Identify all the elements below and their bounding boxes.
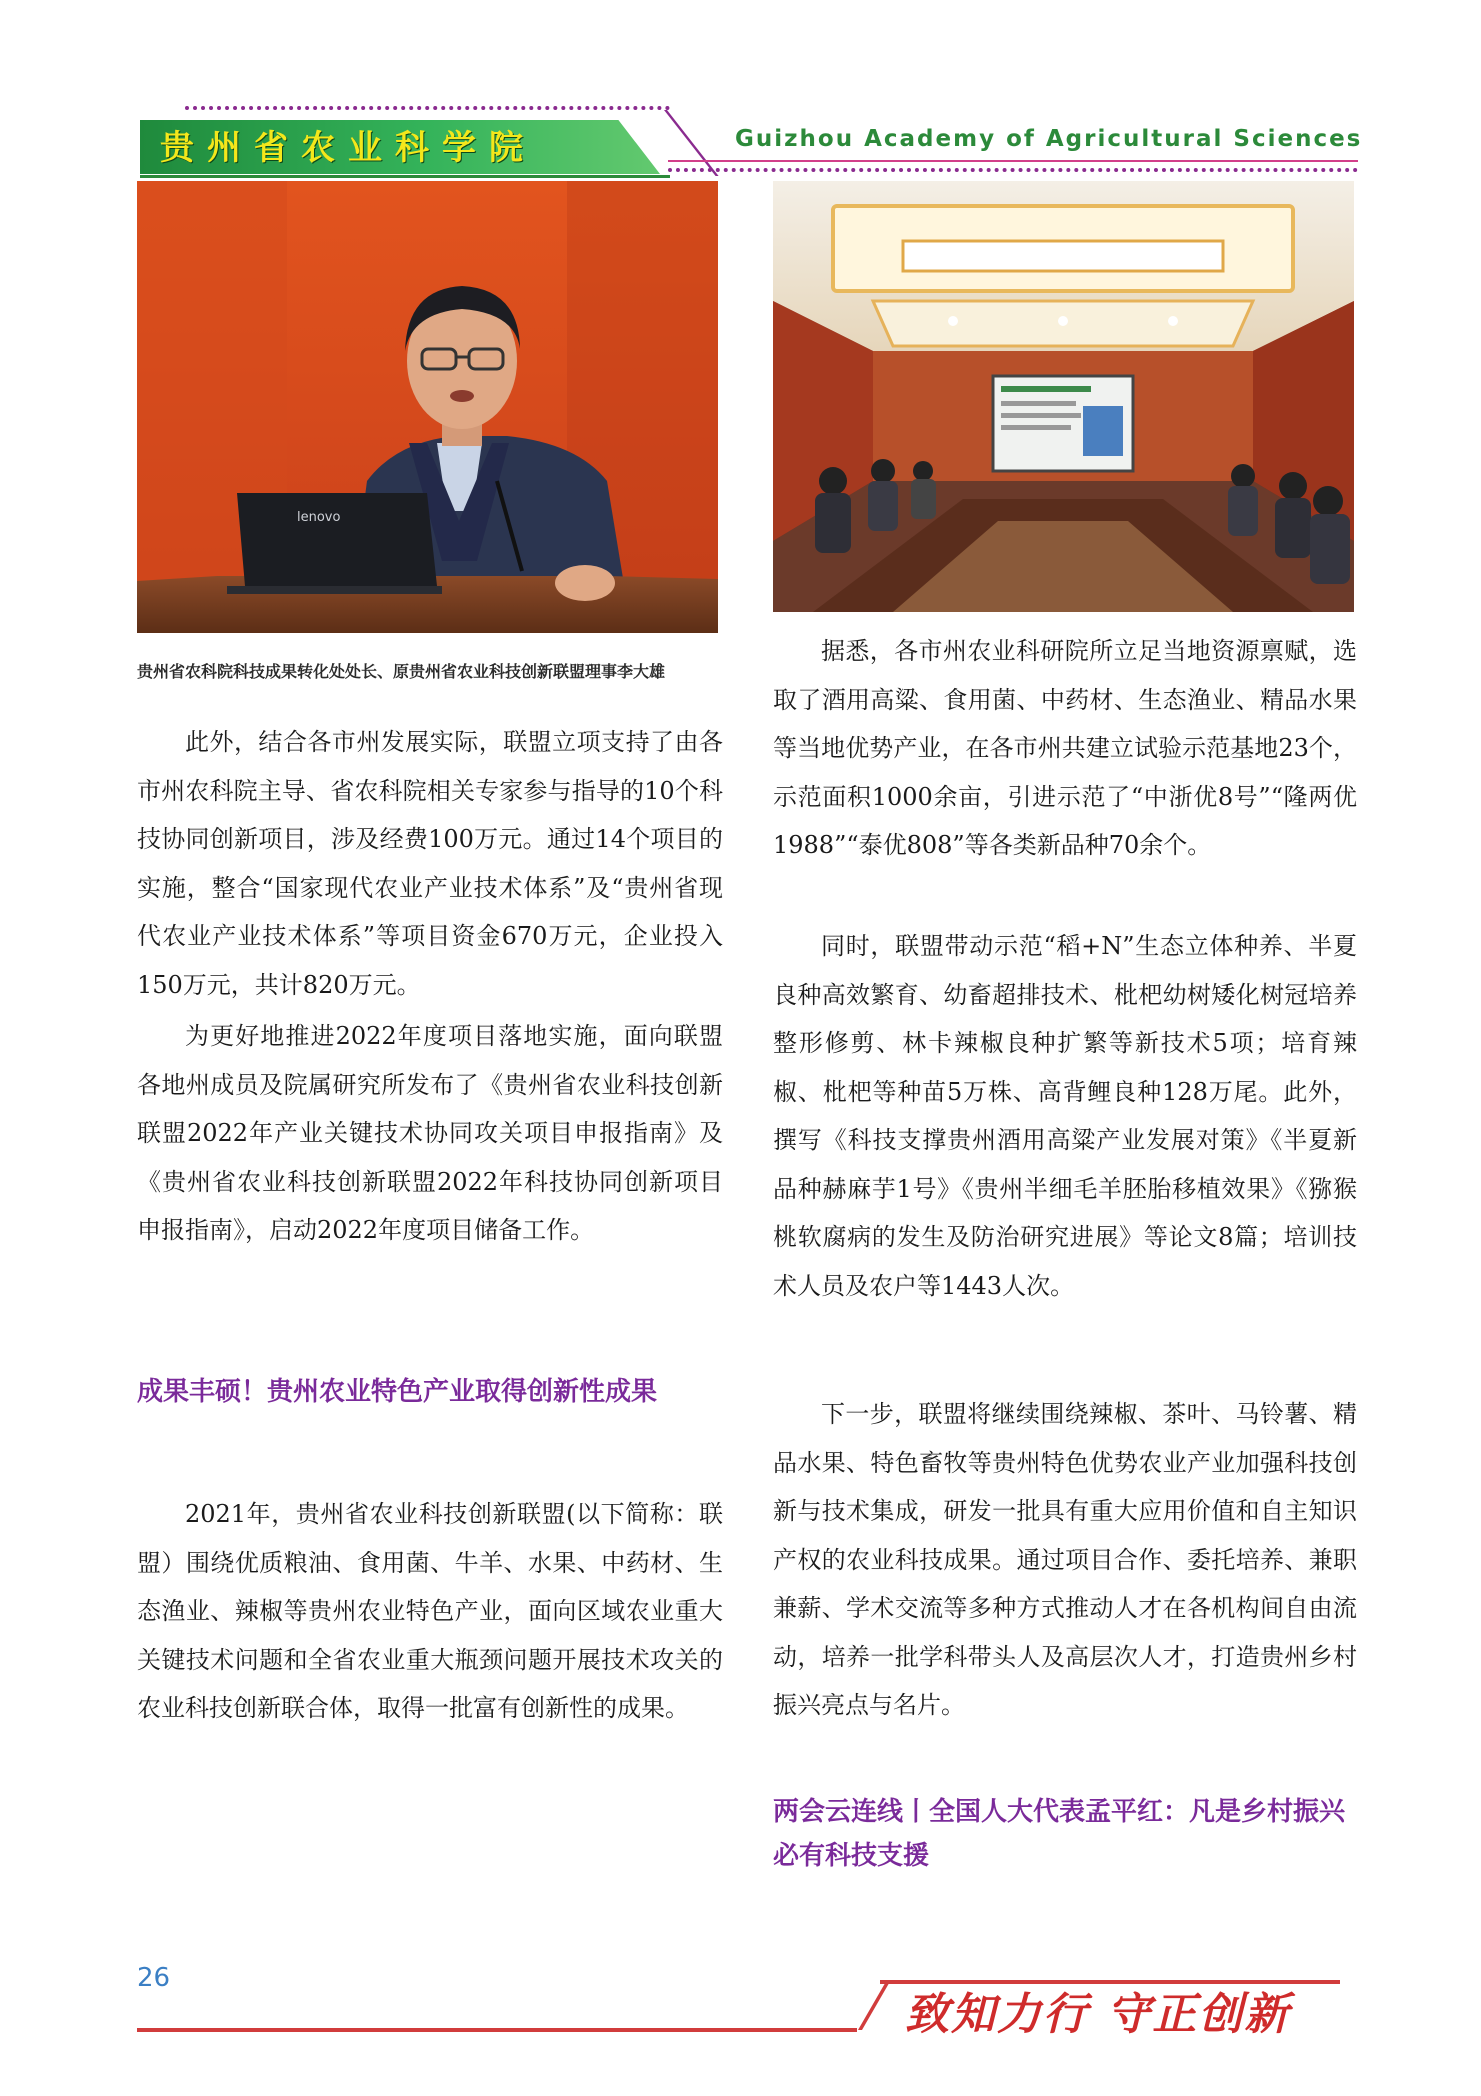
left-paragraph-3: 2021年，贵州省农业科技创新联盟(以下简称：联盟）围绕优质粮油、食用菌、牛羊、水果、中药材、生态渔业、辣椒等贵州农业特色产业，面向区域农业重大关键技术问题和全省农业重大瓶颈问题开展技术攻关的农业科技创新联合体，取得一批富有创新性的成果。 [137, 1500, 723, 1722]
right-paragraph-3: 下一步，联盟将继续围绕辣椒、茶叶、马铃薯、精品水果、特色畜牧等贵州特色优势农业产业加强科技创新与技术集成，研发一批具有重大应用价值和自主知识产权的农业科技成果。通过项目合作、委托培养、兼职兼薪、学术交流等多种方式推动人才在各机构间自由流动，培养一批学科带头人及高层次人才，打造贵州乡村振兴亮点与名片。 [773, 1400, 1357, 1719]
laptop-logo: lenovo [297, 510, 341, 525]
header-dotted-rule [668, 168, 1358, 172]
header-dotted-line [185, 106, 670, 110]
section-heading-achievements: 成果丰硕！贵州农业特色产业取得创新性成果 [137, 1377, 658, 1407]
left-paragraph-2: 为更好地推进2022年度项目落地实施，面向联盟各地州成员及院属研究所发布了《贵州省农业科技创新联盟2022年产业关键技术协同攻关项目申报指南》及《贵州省农业科技创新联盟2022年科技协同创新项目申报指南》，启动2022年度项目储备工作。 [137, 1022, 723, 1244]
photo-meeting-room [773, 181, 1354, 612]
section-heading-npc-link[interactable]: 两会云连线丨全国人大代表孟平红：凡是乡村振兴 必有科技支援 [773, 1797, 1346, 1871]
photo-speaker [137, 181, 718, 633]
photo-caption: 贵州省农科院科技成果转化处处长、原贵州省农业科技创新联盟理事李大雄 [137, 662, 666, 681]
header-underline [140, 175, 670, 178]
header-title-en: Guizhou Academy of Agricultural Sciences [735, 126, 1363, 152]
footer-motto: 致知力行 守正创新 [905, 1989, 1291, 2040]
header-title-cn: 贵州省农业科学院 [160, 128, 536, 168]
right-paragraph-1: 据悉，各市州农业科研院所立足当地资源禀赋，选取了酒用高粱、食用菌、中药材、生态渔业、精品水果等当地优势产业，在各市州共建立试验示范基地23个，示范面积1000余亩，引进示范了“中浙优8号”“隆两优1988”“泰优808”等各类新品种70余个。 [773, 637, 1357, 859]
left-paragraph-1: 此外，结合各市州发展实际，联盟立项支持了由各市州农科院主导、省农科院相关专家参与指导的10个科技协同创新项目，涉及经费100万元。通过14个项目的实施，整合“国家现代农业产业技术体系”及“贵州省现代农业产业技术体系”等项目资金670万元，企业投入150万元，共计820万元。 [137, 728, 723, 999]
footer-rule [137, 2028, 857, 2032]
page-number: 26 [137, 1963, 171, 1993]
footer-rule-upper [880, 1980, 1340, 1984]
right-paragraph-2: 同时，联盟带动示范“稻+N”生态立体种养、半夏良种高效繁育、幼畜超排技术、枇杷幼树矮化树冠培养整形修剪、林卡辣椒良种扩繁等新技术5项；培育辣椒、枇杷等种苗5万株、高背鲤良种128万尾。此外，撰写《科技支撑贵州酒用高粱产业发展对策》《半夏新品种赫麻芋1号》《贵州半细毛羊胚胎移植效果》《猕猴桃软腐病的发生及防治研究进展》等论文8篇；培训技术人员及农户等1443人次。 [773, 932, 1357, 1300]
header-rule [668, 160, 1358, 162]
